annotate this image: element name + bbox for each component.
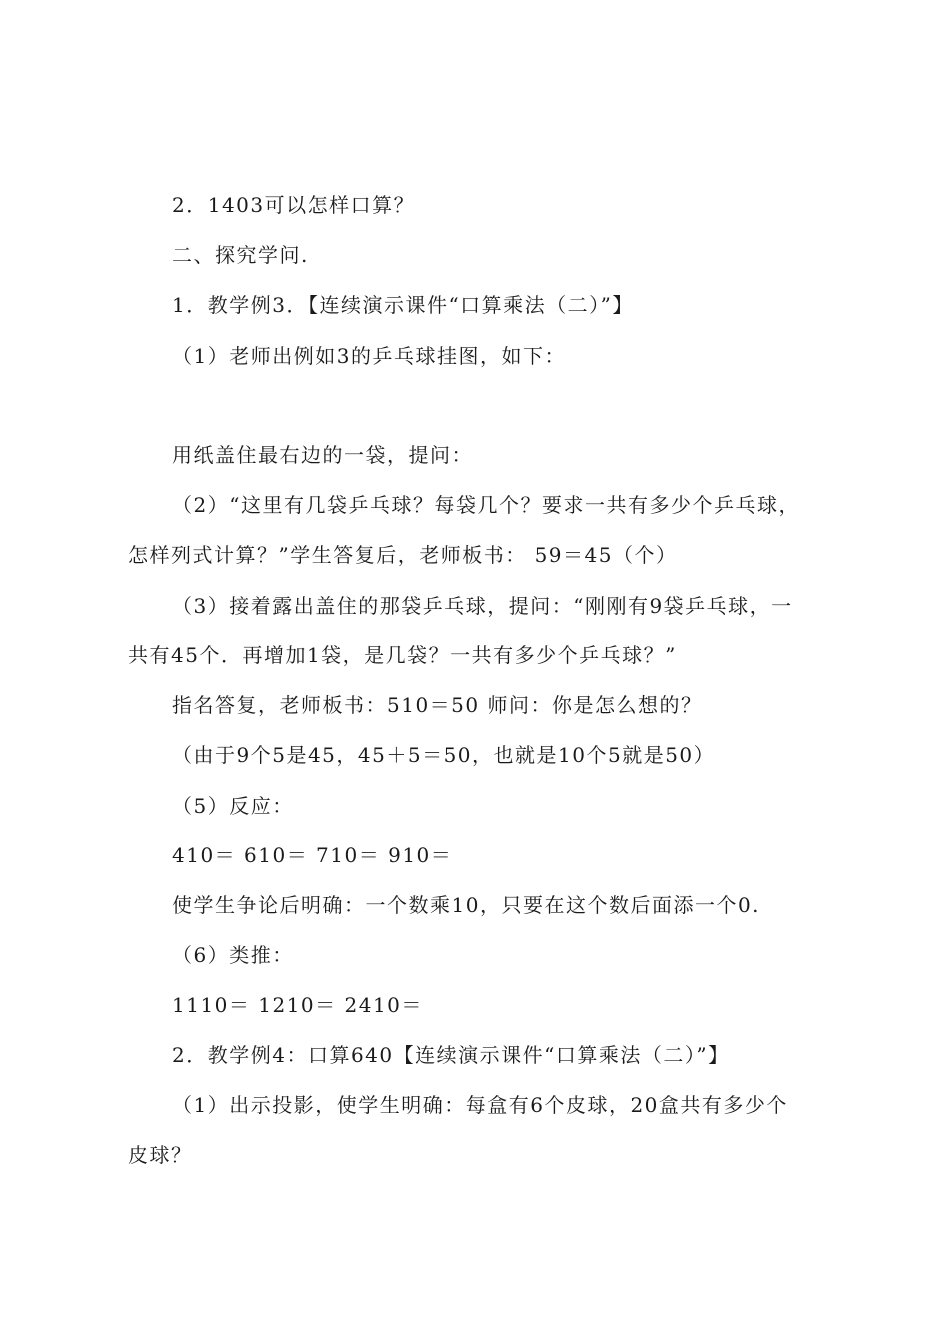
text-line-example-4-step-1-cont: 皮球？: [128, 1143, 193, 1167]
text-line-step-1: （1）老师出例如3的乒乓球挂图，如下：: [172, 344, 566, 368]
text-line-rule: 使学生争论后明确：一个数乘10，只要在这个数后面添一个0.: [172, 893, 761, 917]
text-line-step-6: （6）类推：: [172, 943, 294, 967]
text-line-answer: 指名答复，老师板书：510＝50 师问：你是怎么想的？: [172, 693, 703, 717]
text-line-example-3: 1．教学例3．【连续演示课件“口算乘法（二）”】: [172, 293, 634, 317]
text-line-exercise-1: 410＝ 610＝ 710＝ 910＝: [172, 843, 453, 867]
text-line-step-3: （3）接着露出盖住的那袋乒乓球，提问：“刚刚有9袋乒乓球，一: [172, 594, 793, 618]
section-heading-explore: 二、探究学问.: [172, 243, 309, 267]
text-line-question-2: 2．1403可以怎样口算？: [172, 193, 416, 217]
text-line-example-4: 2．教学例4：口算640【连续演示课件“口算乘法（二）”】: [172, 1043, 730, 1067]
text-line-example-4-step-1: （1）出示投影，使学生明确：每盒有6个皮球，20盒共有多少个: [172, 1093, 788, 1117]
text-line-exercise-2: 1110＝ 1210＝ 2410＝: [172, 993, 423, 1017]
text-line-cover: 用纸盖住最右边的一袋，提问：: [172, 443, 473, 467]
text-line-step-2: （2）“这里有几袋乒乓球？每袋几个？要求一共有多少个乒乓球，: [172, 493, 800, 517]
text-line-step-3-cont: 共有45个．再增加1袋，是几袋？一共有多少个乒乓球？”: [128, 643, 677, 667]
text-line-reason: （由于9个5是45，45＋5＝50，也就是10个5就是50）: [172, 743, 716, 767]
text-line-step-2-cont: 怎样列式计算？”学生答复后，老师板书： 59＝45（个）: [128, 543, 678, 567]
text-line-step-5: （5）反应：: [172, 794, 294, 818]
